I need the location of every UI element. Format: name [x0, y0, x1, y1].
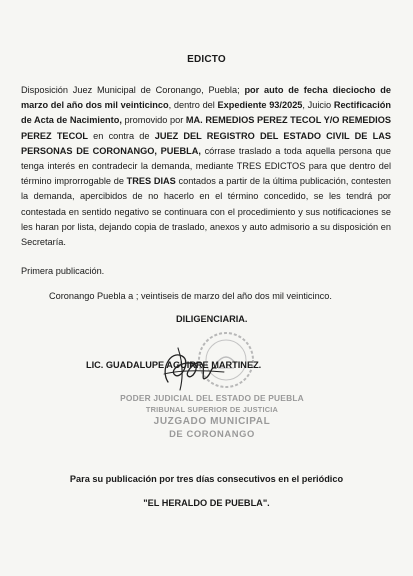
- body-text-2: , dentro del: [168, 100, 218, 111]
- body-text-5: en contra de: [87, 130, 155, 141]
- demandado-name: JUEZ DEL REGISTRO DEL ESTADO CIVIL DE LAS PERSONAS DE CORONANGO, PUEBLA,: [21, 130, 392, 156]
- stamp-line-2: TRIBUNAL SUPERIOR DE JUSTICIA: [145, 405, 279, 414]
- diligenciaria-label: DILIGENCIARIA.: [176, 314, 248, 324]
- newspaper-name: "EL HERALDO DE PUEBLA".: [143, 498, 270, 508]
- body-text-4: promovido por: [121, 115, 186, 126]
- stamp-line-4: DE CORONANGO: [169, 428, 255, 439]
- document-title: EDICTO: [187, 54, 226, 65]
- body-bold-1: por auto de fecha dieciocho de marzo del año dos mil veinticinco: [21, 85, 391, 111]
- court-stamp: [112, 392, 312, 440]
- expediente-number: Expediente 93/2025: [217, 100, 303, 111]
- stamp-line-3: JUZGADO MUNICIPAL: [153, 416, 271, 427]
- firmante-name: LIC. GUADALUPE AGUIRRE MARTINEZ.: [86, 360, 262, 370]
- stamp-line-1: PODER JUDICIAL DEL ESTADO DE PUEBLA: [120, 393, 304, 403]
- juicio-type: Rectificación de Acta de Nacimiento,: [21, 100, 391, 126]
- body-text-7: contados a partir de la última publicación, contesten la demanda, apercibidos de no hacerlo en el término concedido, se les tendrá por contestada en sentido negativo se continuara con el procedimiento y sus notificaciones se les haran por lista, dejando copia de traslado, anexos y auto admisorio a su disposición en Secretaría.: [21, 176, 391, 248]
- edict-body: [21, 83, 391, 250]
- body-text-6: córrase traslado a toda aquella persona que tenga interés en contradecir la demanda, mediante TRES EDICTOS para que dentro del término improrrogable de: [21, 145, 392, 187]
- promovente-name: MA. REMEDIOS PEREZ TECOL Y/O REMEDIOS PEREZ TECOL: [21, 115, 392, 141]
- body-text-3: , Juicio: [302, 100, 334, 111]
- date-line: Coronango Puebla a ; veintiseis de marzo del año dos mil veinticinco.: [49, 291, 332, 301]
- plazo-dias: TRES DIAS: [126, 176, 176, 187]
- primera-publicacion: Primera publicación.: [21, 266, 105, 276]
- handwritten-signature-icon: [140, 330, 270, 400]
- body-text-1: Disposición Juez Municipal de Coronango, Puebla;: [21, 85, 245, 95]
- publication-instruction: Para su publicación por tres días consecutivos en el periódico: [69, 474, 344, 484]
